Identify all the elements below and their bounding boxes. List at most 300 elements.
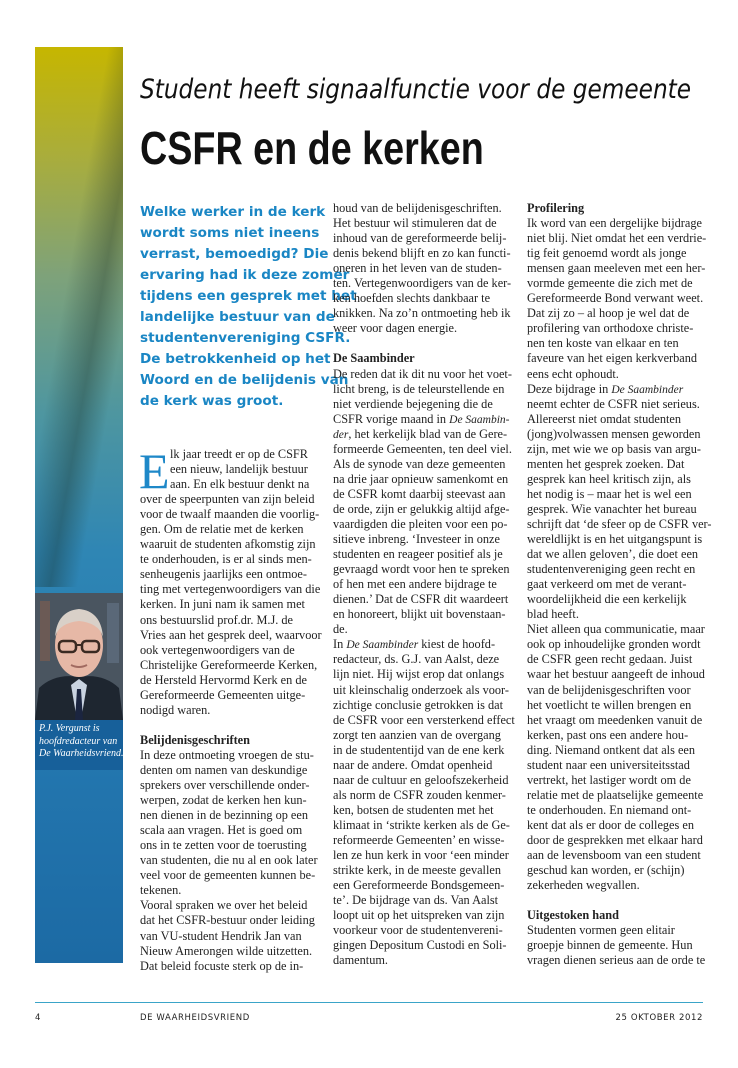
text-line	[140, 959, 322, 974]
text-segment: scala aan vragen. Het is goed om	[140, 823, 303, 838]
column-2	[333, 201, 515, 968]
text-line	[527, 758, 712, 773]
text-segment: , het kerkelijk blad van de Gere-	[348, 426, 508, 441]
text-line	[527, 698, 712, 713]
text-segment: geschud kan worden, er (schijn)	[527, 863, 685, 878]
text-line	[527, 803, 712, 818]
text-line	[527, 351, 712, 366]
text-segment: neemt echter de CSFR niet serieus.	[527, 396, 700, 411]
text-line	[140, 688, 322, 703]
issue-date: 25 OKTOBER 2012	[615, 1013, 703, 1023]
text-line	[333, 893, 515, 908]
text-line	[527, 818, 712, 833]
text-line	[527, 216, 712, 231]
text-line	[333, 201, 515, 216]
text-segment: weer voor dagen energie.	[333, 321, 458, 336]
text-segment: woordelijkheid die een kerkelijk	[527, 592, 687, 607]
text-segment: nodigd waren.	[140, 702, 211, 717]
text-segment: De Saambinder	[333, 351, 415, 366]
text-line	[333, 667, 515, 682]
text-line	[140, 748, 322, 763]
text-line	[333, 261, 515, 276]
text-segment: De reden dat ik dit nu voor het voet-	[333, 366, 512, 381]
section-heading	[140, 733, 322, 748]
text-line	[140, 929, 322, 944]
text-line	[333, 938, 515, 953]
text-line	[333, 276, 515, 291]
lead-line: verrast, bemoedigd? Die	[140, 246, 329, 262]
text-segment: de CSFR komt daarbij steevast aan	[333, 486, 506, 501]
text-line	[333, 953, 515, 968]
italic-title: der	[333, 428, 349, 441]
text-line	[333, 743, 515, 758]
text-line	[527, 683, 712, 698]
text-segment: vragen dienen serieus aan de orde te	[527, 953, 706, 968]
strip-shading	[35, 47, 123, 587]
text-line	[333, 728, 515, 743]
publication-name: DE WAARHEIDSVRIEND	[140, 1013, 250, 1023]
lead-line: de kerk was groot.	[140, 393, 284, 409]
text-segment: ook op inhoudelijke gronden wordt	[527, 637, 701, 652]
text-segment: ding. Niemand ontkent dat als een	[527, 742, 696, 757]
text-segment: van VU-student Hendrik Jan van	[140, 928, 302, 943]
text-line	[527, 592, 712, 607]
text-line	[527, 246, 712, 261]
text-segment: damentum.	[333, 953, 388, 968]
text-line	[527, 502, 712, 517]
italic-title: De Saambin-	[449, 413, 510, 426]
text-line	[333, 216, 515, 231]
text-segment: Nieuw Amerongen wilde uitzetten.	[140, 943, 313, 958]
text-segment: gesprek. Wie vanachter het bureau	[527, 501, 697, 516]
text-segment: te’. De bijdrage van ds. Van Aalst	[333, 893, 499, 908]
text-segment: de CSFR voor een versterkend effect	[333, 712, 515, 727]
text-segment: Vries aan het gesprek deel, waarvoor	[140, 627, 322, 642]
text-line	[333, 758, 515, 773]
text-line	[140, 537, 322, 552]
text-line	[140, 763, 322, 778]
text-line	[333, 713, 515, 728]
text-line	[527, 953, 712, 968]
text-line	[333, 397, 515, 412]
text-line	[527, 893, 712, 908]
lead-line: tijdens een gesprek met het	[140, 288, 357, 304]
text-segment: over de speerpunten van zijn beleid	[140, 492, 315, 507]
text-line	[527, 547, 712, 562]
text-line	[527, 622, 712, 637]
text-segment: kerken. In juni nam ik samen met	[140, 597, 305, 612]
text-segment: waar het bestuur aangeeft de inhoud	[527, 667, 705, 682]
portrait-illustration	[35, 593, 123, 720]
lead-line: wordt soms niet ineens	[140, 225, 320, 241]
text-line	[527, 487, 712, 502]
text-segment: mensen gaan meeleven met een her-	[527, 261, 706, 276]
section-heading	[527, 908, 712, 923]
text-line	[527, 427, 712, 442]
text-segment: gen. Om de relatie met de kerken	[140, 522, 304, 537]
text-line	[527, 773, 712, 788]
text-segment: denis bekend blijft en zo kan functi-	[333, 246, 511, 261]
italic-title: De Saambinder	[611, 383, 684, 396]
lead-line: Woord en de belijdenis van	[140, 372, 349, 388]
text-segment: relatie met de plaatselijke gemeente	[527, 787, 704, 802]
text-segment: ons bestuurslid prof.dr. M.J. de	[140, 612, 294, 627]
caption-line: De Waarheidsvriend.	[39, 748, 124, 759]
photo-caption	[35, 720, 123, 770]
text-line	[140, 703, 322, 718]
text-segment: te onderhouden, is er al sinds men-	[140, 552, 312, 567]
text-segment: gesprek kan heel kritisch zijn, als	[527, 471, 691, 486]
text-line	[333, 367, 515, 382]
text-line	[333, 592, 515, 607]
text-line	[333, 442, 515, 457]
text-segment: het vraagt om meedenken vanuit de	[527, 712, 703, 727]
text-segment: ken, botsen de studenten met het	[333, 802, 494, 817]
text-segment: Gereformeerde Bond verwant weet.	[527, 291, 704, 306]
text-segment: in de studententijd van de ene kerk	[333, 742, 505, 757]
text-segment: Vooral spraken we over het beleid	[140, 898, 308, 913]
text-line	[140, 853, 322, 868]
text-segment: ten. Vertegenwoordigers van de ker-	[333, 276, 512, 291]
text-segment: kiest de hoofd-	[418, 637, 496, 652]
text-line	[333, 502, 515, 517]
text-line	[140, 808, 322, 823]
text-line	[527, 367, 712, 382]
text-line	[527, 728, 712, 743]
text-segment: ting met vertegenwoordigers van die	[140, 582, 321, 597]
text-segment: ons in te zetten voor de toerusting	[140, 838, 307, 853]
text-line	[527, 321, 712, 336]
page-number: 4	[35, 1013, 42, 1023]
text-line	[527, 788, 712, 803]
text-segment: blad heeft.	[527, 607, 579, 622]
text-line	[333, 833, 515, 848]
text-line	[527, 306, 712, 321]
text-line	[527, 848, 712, 863]
text-line	[333, 908, 515, 923]
italic-title: De Saambinder	[346, 639, 419, 652]
text-line	[333, 848, 515, 863]
text-line	[333, 803, 515, 818]
text-segment: ook vertegenwoordigers van de	[140, 642, 295, 657]
text-line	[333, 517, 515, 532]
text-line	[140, 944, 322, 959]
text-segment: Het bestuur wil stimuleren dat de	[333, 216, 497, 231]
text-segment: student naar een universiteitsstad	[527, 757, 690, 772]
text-segment: aan. En elk bestuur denkt na	[170, 477, 310, 492]
text-segment: sprekers over verschillende onder-	[140, 778, 310, 793]
text-segment: Gereformeerde Gemeenten uitge-	[140, 687, 306, 702]
text-line	[140, 868, 322, 883]
text-line	[333, 321, 515, 336]
text-segment: het voetlicht te willen brengen en	[527, 697, 692, 712]
text-line	[140, 507, 322, 522]
text-segment: door de gesprekken met elkaar hard	[527, 832, 703, 847]
text-segment: menten het gesprek zoeken. Dat	[527, 456, 685, 471]
text-segment: na drie jaar opnieuw samenkomt en	[333, 471, 509, 486]
article-subtitle: Student heeft signaalfunctie voor de gemeente	[140, 74, 692, 105]
text-segment: studenten en reageer positief als je	[333, 547, 503, 562]
text-segment: strikte kerk, in de meeste gevallen	[333, 863, 501, 878]
text-segment: vormde gemeente die zich met de	[527, 276, 693, 291]
text-segment: Deze bijdrage in	[527, 381, 612, 396]
text-line	[527, 231, 712, 246]
text-segment: werpen, zodat de kerken hen kun-	[140, 793, 307, 808]
text-segment: kent dat als er door de colleges en	[527, 817, 694, 832]
text-line	[527, 412, 712, 427]
author-photo	[35, 593, 123, 720]
text-segment: Belijdenisgeschriften	[140, 732, 250, 747]
text-line	[140, 658, 322, 673]
text-segment: denten om namen van deskundige	[140, 762, 308, 777]
text-line	[140, 552, 322, 567]
text-line	[140, 582, 322, 597]
footer-rule	[35, 1002, 703, 1003]
text-segment: In deze ontmoeting vroegen de stu-	[140, 747, 314, 762]
lead-paragraph	[140, 202, 357, 412]
text-line	[333, 306, 515, 321]
drop-cap: E	[139, 443, 170, 499]
text-line	[140, 447, 322, 462]
text-segment: voorkeur voor de studentenvereni-	[333, 923, 503, 938]
text-line	[527, 878, 712, 893]
text-segment: aan de levensboom van een student	[527, 848, 701, 863]
text-line	[527, 637, 712, 652]
text-segment: Profilering	[527, 201, 585, 215]
text-segment: Als de synode van deze gemeenten	[333, 456, 506, 471]
text-line	[527, 517, 712, 532]
text-segment: knikken. Na zo’n ontmoeting heb ik	[333, 306, 511, 321]
text-segment: te onderhouden. En niemand ont-	[527, 802, 692, 817]
text-line	[333, 788, 515, 803]
text-line	[140, 778, 322, 793]
text-line	[333, 698, 515, 713]
text-segment: en honoreert, blijkt uit bovenstaan-	[333, 607, 506, 622]
text-segment: niet blij. Niet omdat het een verdrie-	[527, 231, 707, 246]
text-segment: klimaat in ‘strikte kerken als de Ge-	[333, 817, 510, 832]
text-segment: Studenten vormen geen elitair	[527, 923, 675, 938]
text-segment: zijn, met wie we op basis van argu-	[527, 441, 701, 456]
text-line	[527, 667, 712, 682]
lead-line: Welke werker in de kerk	[140, 204, 326, 220]
text-line	[527, 863, 712, 878]
text-line	[527, 833, 712, 848]
text-line	[527, 713, 712, 728]
text-segment: Dat beleid focuste sterk op de in-	[140, 958, 304, 973]
text-line	[333, 246, 515, 261]
text-segment: formeerde Gemeenten, ten deel viel.	[333, 441, 512, 456]
text-line	[333, 878, 515, 893]
text-segment: wereldlijkt is en het uitgangspunt is	[527, 532, 703, 547]
text-line	[333, 472, 515, 487]
text-segment: ken hoefden slechts dankbaar te	[333, 291, 491, 306]
text-line	[333, 923, 515, 938]
text-line	[333, 607, 515, 622]
text-line	[140, 567, 322, 582]
text-line	[527, 291, 712, 306]
text-segment: de CSFR geen recht gedaan. Juist	[527, 652, 693, 667]
text-segment: naar de cultuur en geloofszekerheid	[333, 772, 509, 787]
text-line	[140, 793, 322, 808]
text-segment: profilering van orthodoxe christe-	[527, 321, 694, 336]
text-segment: naar de andere. Omdat openheid	[333, 757, 493, 772]
text-segment: nen dienen in de bezinning op een	[140, 808, 309, 823]
lead-line: studentenvereniging CSFR.	[140, 330, 351, 346]
text-segment: Ik word van een dergelijke bijdrage	[527, 216, 702, 231]
text-line	[527, 472, 712, 487]
caption-line: P.J. Vergunst is	[39, 723, 100, 734]
text-segment: loopt uit op het uitspreken van zijn	[333, 908, 505, 923]
text-line	[527, 382, 712, 397]
text-line	[333, 457, 515, 472]
lead-line: De betrokkenheid op het	[140, 351, 331, 367]
text-segment: vertrekt, het lastiger wordt om de	[527, 772, 691, 787]
text-segment: zekerheden wegvallen.	[527, 878, 640, 893]
text-line	[333, 863, 515, 878]
text-line	[140, 838, 322, 853]
text-line	[527, 261, 712, 276]
text-line	[333, 532, 515, 547]
text-segment: tekenen.	[140, 883, 182, 898]
text-line	[527, 607, 712, 622]
text-segment: dienen.’ Dat de CSFR dit waardeert	[333, 592, 509, 607]
text-segment: faveure van het eigen kerkverband	[527, 351, 698, 366]
text-line	[527, 938, 712, 953]
lead-line: ervaring had ik deze zomer	[140, 267, 350, 283]
text-segment: van studenten, die nu al en ook later	[140, 853, 318, 868]
text-line	[333, 231, 515, 246]
text-segment: een Gereformeerde Bondsgemeen-	[333, 878, 505, 893]
text-line	[527, 562, 712, 577]
text-segment: kerken, past ons een andere hou-	[527, 727, 689, 742]
text-segment: schrijft dat ‘de sfeer op de CSFR ver-	[527, 516, 712, 531]
text-line	[333, 577, 515, 592]
text-line	[140, 913, 322, 928]
text-segment: inhoud van de gereformeerde belij-	[333, 231, 507, 246]
text-line	[333, 382, 515, 397]
text-line	[140, 477, 322, 492]
text-line	[333, 336, 515, 351]
column-3	[527, 201, 712, 968]
column-1	[139, 443, 322, 974]
text-segment: oneren in het leven van de studen-	[333, 261, 502, 276]
text-segment: Christelijke Gereformeerde Kerken,	[140, 657, 318, 672]
text-segment: Niet alleen qua communicatie, maar	[527, 622, 705, 637]
text-line	[140, 823, 322, 838]
text-line	[333, 652, 515, 667]
text-line	[333, 818, 515, 833]
text-segment: de orde, zijn er gelukkig altijd afge-	[333, 501, 510, 516]
text-line	[527, 652, 712, 667]
text-line	[140, 643, 322, 658]
text-line	[527, 336, 712, 351]
text-line	[140, 522, 322, 537]
text-segment: veel voor de gemeenten kunnen be-	[140, 868, 316, 883]
text-line	[140, 628, 322, 643]
text-segment: tig feit genoemd wordt als jonge	[527, 246, 687, 261]
caption-line: hoofdredacteur van	[39, 735, 118, 747]
text-line	[140, 613, 322, 628]
text-line	[527, 397, 712, 412]
text-segment: Allereerst niet omdat studenten	[527, 411, 682, 426]
text-line	[527, 457, 712, 472]
text-line	[527, 923, 712, 938]
text-segment: gingen Depositum Custodi en Soli-	[333, 938, 507, 953]
text-segment: de Hersteld Hervormd Kerk en de	[140, 672, 307, 687]
text-segment: houd van de belijdenisgeschriften.	[333, 201, 502, 215]
text-segment: (jong)volwassen mensen geworden	[527, 426, 701, 441]
text-segment: niet verdiende bejegening die de	[333, 396, 493, 411]
text-segment: reformeerde Gemeenten’ en wisse-	[333, 832, 505, 847]
text-segment: studentenvereniging geen recht en	[527, 562, 696, 577]
text-segment: of hen met een andere bijdrage te	[333, 577, 497, 592]
text-line	[333, 412, 515, 427]
text-segment: zichtige conclusie getrokken is dat	[333, 697, 504, 712]
text-segment: dat het CSFR-bestuur onder leiding	[140, 913, 315, 928]
text-segment: nen ten koste van elkaar en ten	[527, 336, 679, 351]
text-segment: senheugenis jaarlijks een ontmoe-	[140, 567, 307, 582]
article-title: CSFR en de kerken	[140, 122, 484, 174]
text-segment: uit kleinschalig onderzoek als voor-	[333, 682, 509, 697]
text-line	[140, 718, 322, 733]
text-line	[527, 442, 712, 457]
text-segment: Dat zij zo – al hoop je wel dat de	[527, 306, 690, 321]
section-heading	[527, 201, 712, 216]
lead-line: landelijke bestuur van de	[140, 309, 335, 325]
text-segment: als norm de CSFR zouden kenmer-	[333, 787, 506, 802]
text-segment: eens echt ophoudt.	[527, 366, 619, 381]
text-line	[333, 547, 515, 562]
text-segment: lk jaar treedt er op de CSFR	[170, 447, 308, 461]
text-segment: van de belijdenisgeschriften voor	[527, 682, 691, 697]
text-segment: lijn niet. Hij wijst erop dat onlangs	[333, 667, 505, 682]
text-line	[333, 427, 515, 442]
text-segment: vaardigden die pleiten voor een po-	[333, 516, 508, 531]
text-segment: len ze hun kerk in voor ‘een minder	[333, 848, 509, 863]
text-segment: voor de twaalf maanden die voorlig-	[140, 507, 320, 522]
text-segment: redacteur, ds. G.J. van Aalst, deze	[333, 652, 500, 667]
text-line	[333, 683, 515, 698]
text-line	[527, 577, 712, 592]
text-line	[140, 462, 322, 477]
text-segment: CSFR vorige maand in	[333, 411, 450, 426]
text-line	[333, 622, 515, 637]
text-segment: gaat verkeerd om met de verant-	[527, 577, 687, 592]
text-segment: dat we allen geloven’, die doet een	[527, 547, 699, 562]
text-line	[333, 562, 515, 577]
text-segment: Uitgestoken hand	[527, 908, 619, 923]
text-segment: waaruit de studenten afkomstig zijn	[140, 537, 316, 552]
text-line	[527, 532, 712, 547]
text-line	[140, 883, 322, 898]
text-line	[333, 773, 515, 788]
text-segment: gevraagd wordt voor hen te spreken	[333, 562, 510, 577]
text-line	[140, 492, 322, 507]
text-segment: zorgt ten aanzien van de overgang	[333, 727, 501, 742]
text-line	[140, 673, 322, 688]
text-segment: licht breng, is de teleurstellende en	[333, 381, 505, 396]
text-line	[140, 597, 322, 612]
section-heading	[333, 351, 515, 366]
text-line	[333, 487, 515, 502]
text-segment: de.	[333, 622, 348, 637]
text-line	[333, 291, 515, 306]
text-segment: een nieuw, landelijk bestuur	[170, 462, 308, 477]
text-line	[527, 743, 712, 758]
text-segment: het nodig is – maar het is wel een	[527, 486, 692, 501]
text-segment: In	[333, 637, 347, 652]
text-segment: groepje binnen de gemeente. Hun	[527, 938, 693, 953]
